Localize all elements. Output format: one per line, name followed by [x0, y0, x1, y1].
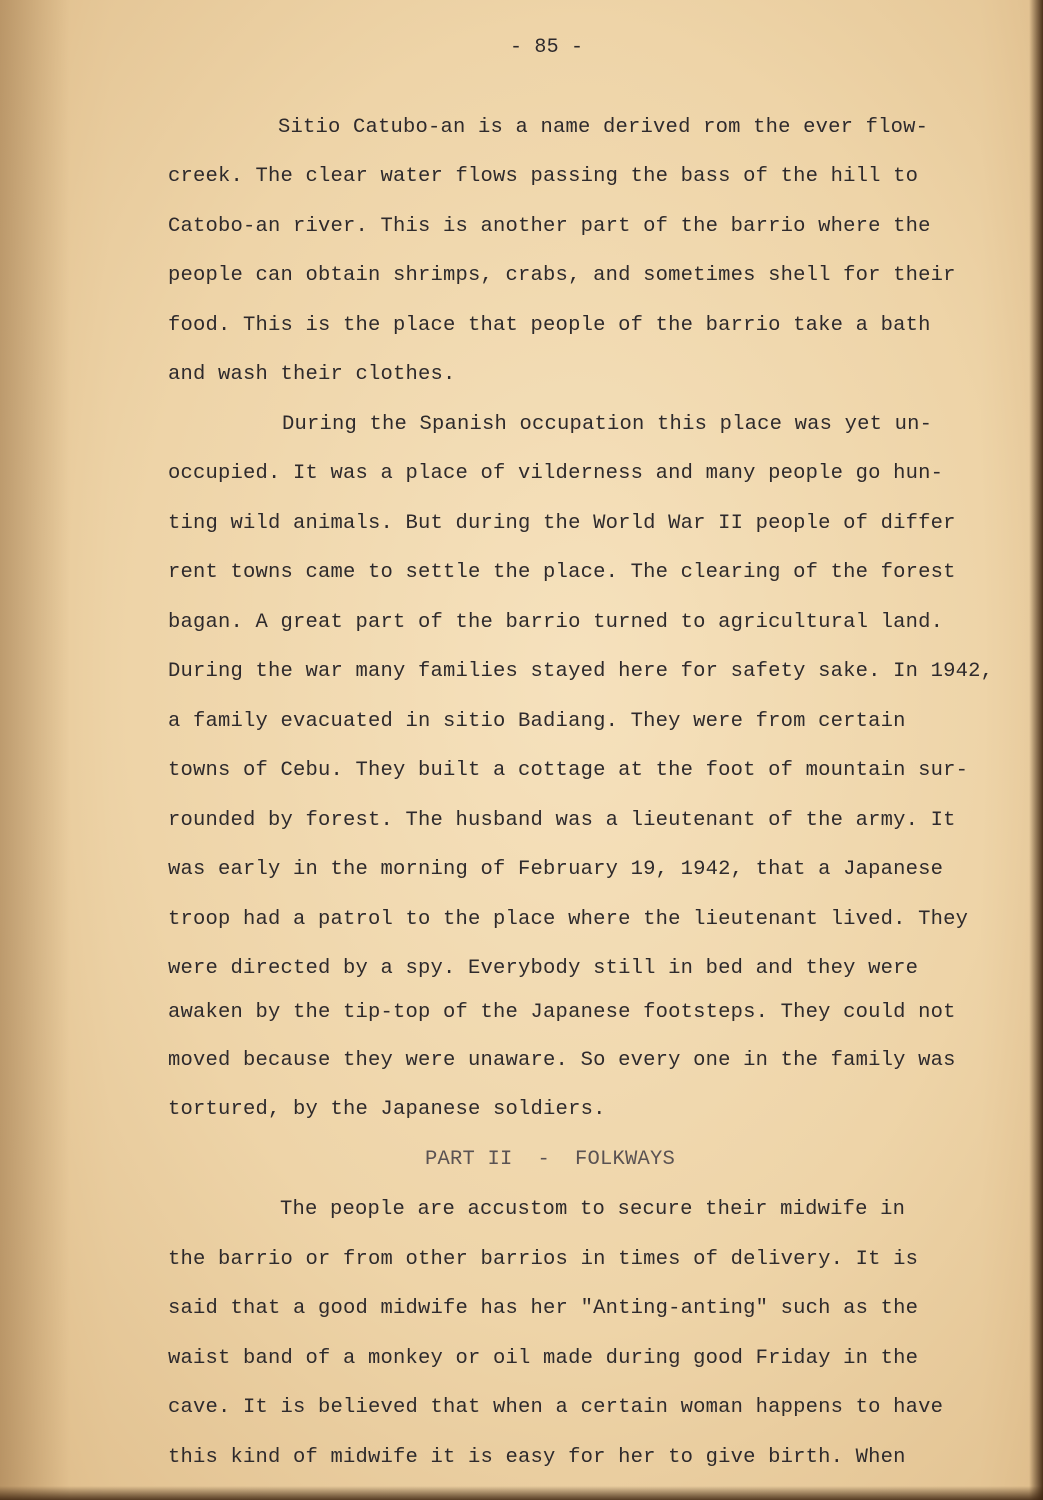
text-line: cave. It is believed that when a certain woman happens to have	[168, 1396, 944, 1419]
text-line: Sitio Catubo-an is a name derived rom the ever flow-	[278, 116, 929, 139]
section-heading: PART II - FOLKWAYS	[425, 1148, 676, 1171]
page-shadow-bottom	[0, 1486, 1043, 1500]
page-number: - 85 -	[510, 36, 584, 59]
text-line: creek. The clear water flows passing the bass of the hill to	[168, 165, 919, 188]
text-line: waist band of a monkey or oil made during good Friday in the	[168, 1347, 919, 1370]
text-line: tortured, by the Japanese soldiers.	[168, 1098, 606, 1121]
text-line: occupied. It was a place of vilderness and many people go hun-	[168, 462, 944, 485]
text-line: this kind of midwife it is easy for her to give birth. When	[168, 1446, 906, 1469]
text-line: During the Spanish occupation this place was yet un-	[282, 413, 933, 436]
text-line: ting wild animals. But during the World War II people of differ	[168, 512, 956, 535]
text-line: bagan. A great part of the barrio turned to agricultural land.	[168, 611, 944, 634]
text-line: were directed by a spy. Everybody still in bed and they were	[168, 957, 919, 980]
text-line: During the war many families stayed here for safety sake. In 1942,	[168, 660, 994, 683]
text-line: towns of Cebu. They built a cottage at the foot of mountain sur-	[168, 759, 969, 782]
page-shadow-left	[0, 0, 70, 1500]
text-line: Catobo-an river. This is another part of the barrio where the	[168, 215, 931, 238]
text-line: troop had a patrol to the place where the lieutenant lived. They	[168, 908, 969, 931]
text-line: awaken by the tip-top of the Japanese footsteps. They could not	[168, 1001, 956, 1024]
text-line: the barrio or from other barrios in times of delivery. It is	[168, 1248, 919, 1271]
text-line: rent towns came to settle the place. The clearing of the forest	[168, 561, 956, 584]
text-line: food. This is the place that people of the barrio take a bath	[168, 314, 931, 337]
text-line: a family evacuated in sitio Badiang. They were from certain	[168, 710, 906, 733]
text-line: was early in the morning of February 19, 1942, that a Japanese	[168, 858, 944, 881]
text-line: people can obtain shrimps, crabs, and sometimes shell for their	[168, 264, 956, 287]
text-line: The people are accustom to secure their midwife in	[280, 1198, 906, 1221]
text-line: said that a good midwife has her "Anting-anting" such as the	[168, 1297, 919, 1320]
text-line: rounded by forest. The husband was a lieutenant of the army. It	[168, 809, 956, 832]
page-binding-edge	[1029, 0, 1043, 1500]
text-line: and wash their clothes.	[168, 363, 456, 386]
text-line: moved because they were unaware. So every one in the family was	[168, 1049, 956, 1072]
